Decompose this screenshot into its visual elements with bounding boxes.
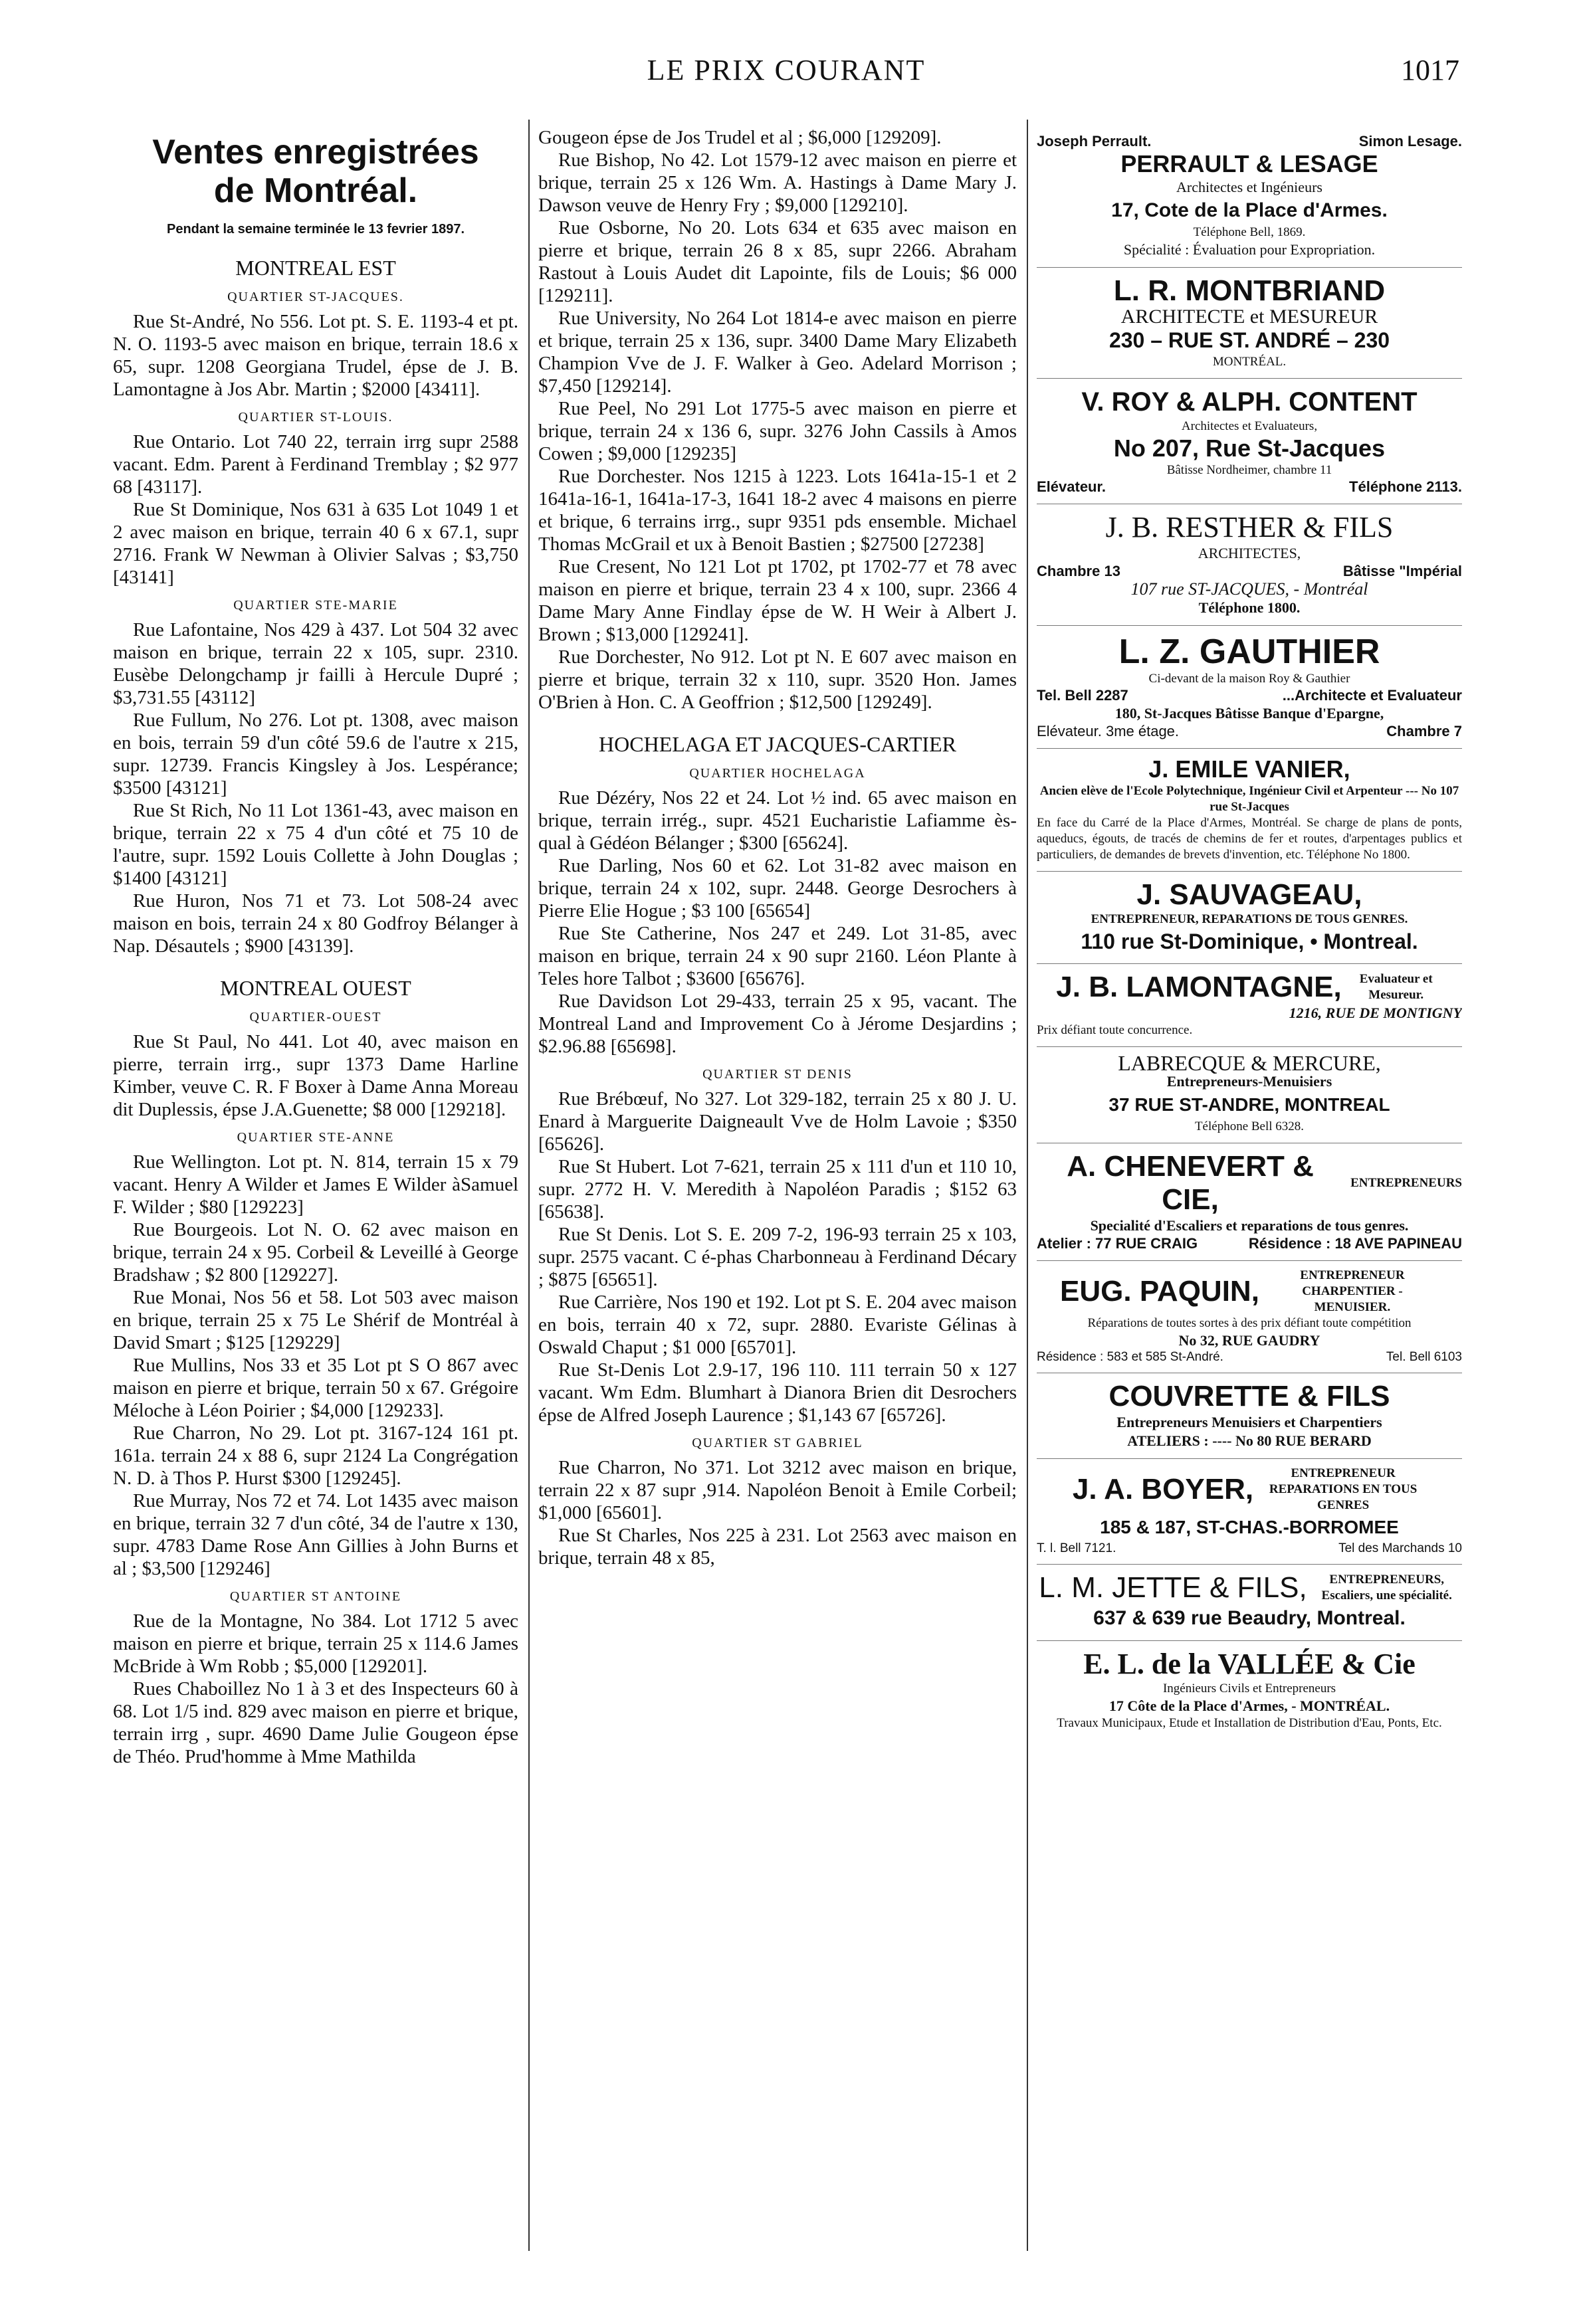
ad-detail: Elévateur. bbox=[1037, 478, 1106, 495]
ad-tag: ENTREPRENEURS bbox=[1350, 1176, 1462, 1190]
column-rule bbox=[528, 120, 530, 2251]
sale-entry: Rue St Charles, Nos 225 à 231. Lot 2563 avec maison en brique, terrain 48 x 85, bbox=[538, 1525, 1017, 1569]
ad-firm-name: J. A. BOYER, bbox=[1072, 1473, 1254, 1505]
sale-entry: Rue Osborne, No 20. Lots 634 et 635 avec maison en pierre et brique, terrain 26 8 x 85, supr 2266. Abraham Rastout à Louis Audet dit Lapointe, fils de Louis; $6 000 [129211]. bbox=[538, 217, 1017, 306]
ad-gauthier bbox=[1037, 626, 1462, 749]
sale-entry: Rue Ste Catherine, Nos 247 et 249. Lot 31-85, avec maison en brique, terrain 24 x 90 supr 2160. Léon Plante à Teles hore Talbot ; $3600 [65676]. bbox=[538, 923, 1017, 989]
page-header bbox=[113, 53, 1459, 93]
ad-line: Entrepreneurs-Menuisiers bbox=[1166, 1073, 1332, 1090]
ad-montbriand bbox=[1037, 268, 1462, 379]
sale-entry: Rue Cresent, No 121 Lot pt 1702, pt 1702-77 et 78 avec maison en pierre et brique, terrain 23 4 x 100, supr. 2366 4 Dame Mary Anne Findlay épse de W. H Weir à Albert J. Brown ; $13,000 [129241]. bbox=[538, 556, 1017, 645]
ad-detail: Chambre 13 bbox=[1037, 563, 1120, 579]
journal-title: LE PRIX COURANT bbox=[647, 54, 926, 86]
section-subtitle: Pendant la semaine terminée le 13 fevrier 1897. bbox=[166, 222, 465, 237]
ad-address: 1216, RUE DE MONTIGNY bbox=[1289, 1005, 1462, 1021]
ad-address: 110 rue St-Dominique, • Montreal. bbox=[1081, 929, 1418, 953]
sale-entry: Rue Fullum, No 276. Lot pt. 1308, avec maison en bois, terrain 59 d'un côté 59.6 de l'autre x 215, supr. 12739. Francis Kingsley à Jos. Lespérance; $3500 [43121] bbox=[113, 710, 518, 799]
ad-paquin bbox=[1037, 1261, 1462, 1373]
ad-phone: Téléphone 2113. bbox=[1349, 478, 1462, 495]
quartier-heading: QUARTIER ST GABRIEL bbox=[692, 1436, 863, 1450]
ad-line: Ancien elève de l'Ecole Polytechnique, Ingénieur Civil et Arpenteur --- No 107 rue St-Jacques bbox=[1039, 784, 1459, 814]
sale-entry: Rue Darling, Nos 60 et 62. Lot 31-82 avec maison en brique, terrain 24 x 102, supr. 2448. George Desrochers à Pierre Elie Hogue ; $3 100 [65654] bbox=[538, 855, 1017, 921]
ad-line: Ci-devant de la maison Roy & Gauthier bbox=[1148, 672, 1350, 686]
ad-line: MONTRÉAL. bbox=[1212, 355, 1287, 369]
sale-entry: Rue Davidson Lot 29-433, terrain 25 x 95, vacant. The Montreal Land and Improvement Co à Jérome Desjardins ; $2.96.88 [65698]. bbox=[538, 991, 1017, 1057]
ad-detail: Résidence : 583 et 585 St-André. bbox=[1037, 1350, 1223, 1364]
ad-line: Spécialité : Évaluation pour Expropriation. bbox=[1123, 241, 1376, 258]
column-rule bbox=[1027, 120, 1028, 2251]
ad-firm-name: EUG. PAQUIN, bbox=[1060, 1275, 1259, 1307]
ad-resther bbox=[1037, 504, 1462, 626]
ad-line: Specialité d'Escaliers et reparations de tous genres. bbox=[1090, 1217, 1409, 1234]
sale-entry: Rue Bourgeois. Lot N. O. 62 avec maison en brique, terrain 24 x 95. Corbeil & Leveillé à George Bradshaw ; $2 800 [129227]. bbox=[113, 1219, 518, 1286]
ad-address: 37 RUE ST-ANDRE, MONTREAL bbox=[1108, 1094, 1390, 1115]
ad-firm-name: A. CHENEVERT & CIE, bbox=[1067, 1150, 1314, 1216]
ad-roy-content bbox=[1037, 379, 1462, 504]
section-title-line: Ventes enregistrées bbox=[152, 133, 479, 171]
ad-tag: ENTREPRENEURS, Escaliers, une spécialité. bbox=[1321, 1573, 1452, 1602]
ad-address: 230 – RUE ST. ANDRÉ – 230 bbox=[1108, 328, 1390, 352]
page-number: 1017 bbox=[1401, 54, 1459, 86]
sale-entry: Rue Ontario. Lot 740 22, terrain irrg supr 2588 vacant. Edm. Parent à Ferdinand Tremblay ; $2 977 68 [43117]. bbox=[113, 431, 518, 498]
ad-detail: Elévateur. 3me étage. bbox=[1037, 723, 1180, 739]
ad-line: ARCHITECTES, bbox=[1198, 545, 1301, 561]
ad-line: ARCHITECTE et MESUREUR bbox=[1120, 306, 1378, 328]
quartier-heading: QUARTIER-OUEST bbox=[249, 1010, 382, 1024]
ad-firm-name: J. EMILE VANIER, bbox=[1148, 755, 1350, 783]
ad-address: 180, St-Jacques Bâtisse Banque d'Epargne, bbox=[1114, 705, 1384, 722]
ad-perrault-lesage bbox=[1037, 126, 1462, 268]
sale-entry: Gougeon épse de Jos Trudel et al ; $6,000 [129209]. bbox=[538, 127, 942, 148]
sale-entry: Rue Dorchester, No 912. Lot pt N. E 607 avec maison en pierre et brique, terrain 32 x 110, supr. 3520 Hon. James O'Brien à Hon. C. A Geoffrion ; $12,500 [129249]. bbox=[538, 646, 1017, 713]
ad-firm-name: L. M. JETTE & FILS, bbox=[1039, 1571, 1307, 1604]
ad-partner-name: Joseph Perrault. bbox=[1037, 133, 1152, 149]
sale-entry: Rue St Dominique, Nos 631 à 635 Lot 1049 1 et 2 avec maison en brique, terrain 40 6 x 67.1, supr 2716. Frank W Newman à Olivier Salvas ; $3,750 [43141] bbox=[113, 499, 518, 588]
ad-phone: Tel. Bell 2287 bbox=[1037, 687, 1128, 704]
ad-chenevert bbox=[1037, 1143, 1462, 1261]
ad-firm-name: L. Z. GAUTHIER bbox=[1118, 632, 1380, 671]
ad-boyer bbox=[1037, 1459, 1462, 1565]
ad-address: 185 & 187, ST-CHAS.-BORROMEE bbox=[1100, 1517, 1399, 1537]
sale-entry: Rue St Paul, No 441. Lot 40, avec maison en pierre, terrain irrg., supr 1373 Dame Harline Kimber, veuve C. R. F Boxer à Dame Anna Moreau dit Duplessis, épse J.A.Guenette; $8 000 [129218]. bbox=[113, 1031, 518, 1120]
sale-entry: Rue Monai, Nos 56 et 58. Lot 503 avec maison en brique, terrain 25 x 75 Le Shérif de Montréal à David Smart ; $125 [129229] bbox=[113, 1287, 518, 1353]
ad-tag: ENTREPRENEUR CHARPENTIER - MENUISIER. bbox=[1300, 1268, 1405, 1314]
sale-entry: Rue Carrière, Nos 190 et 192. Lot pt S. E. 204 avec maison en bois, terrain 40 x 72, supr. 2880. Evariste Gélinas à Oswald Chaput ; $1 000 [65701]. bbox=[538, 1292, 1017, 1358]
sale-entry: Rue Brébœuf, No 327. Lot 329-182, terrain 25 x 80 J. U. Enard à Marguerite Daigneault Vve de Holm Lavoie ; $350 [65626]. bbox=[538, 1088, 1017, 1155]
ad-line: Bâtisse Nordheimer, chambre 11 bbox=[1166, 463, 1332, 477]
ad-address: 637 & 639 rue Beaudry, Montreal. bbox=[1093, 1607, 1406, 1629]
quartier-heading: QUARTIER ST DENIS bbox=[702, 1067, 853, 1082]
ad-address: 17 Côte de la Place d'Armes, - MONTRÉAL. bbox=[1108, 1697, 1390, 1714]
quartier-heading: QUARTIER STE-ANNE bbox=[237, 1130, 395, 1145]
column-1 bbox=[113, 126, 518, 2244]
ad-firm-name: E. L. de la VALLÉE & Cie bbox=[1083, 1648, 1416, 1680]
ad-tag: Evaluateur et Mesureur. bbox=[1359, 972, 1433, 1002]
quartier-heading: QUARTIER ST-LOUIS. bbox=[238, 410, 393, 425]
sale-entry: Rue de la Montagne, No 384. Lot 1712 5 avec maison en pierre et brique, terrain 25 x 114.6 James McBride à Wm Robb ; $5,000 [129201]. bbox=[113, 1610, 518, 1677]
sale-entry: Rue Peel, No 291 Lot 1775-5 avec maison en pierre et brique, terrain 24 x 136 6, supr. 3276 John Cassils à Amos Cowen ; $9,000 [129235] bbox=[538, 398, 1017, 464]
ad-line: En face du Carré de la Place d'Armes, Montréal. Se charge de plans de ponts, aqueducs, égouts, de tracés de chemins de fer et routes, d'arpentages publics et particuliers, de demandes de brevets d'invention, etc. Téléphone No 1800. bbox=[1037, 816, 1462, 862]
sale-entry: Rue Huron, Nos 71 et 73. Lot 508-24 avec maison en bois, terrain 24 x 80 Godfroy Bélanger à Nap. Désautels ; $900 [43139]. bbox=[113, 890, 518, 957]
district-heading: MONTREAL OUEST bbox=[220, 976, 411, 1000]
ad-line: Réparations de toutes sortes à des prix défiant toute compétition bbox=[1087, 1316, 1412, 1330]
sale-entry: Rue Charron, No 29. Lot pt. 3167-124 161 pt. 161a. terrain 24 x 88 6, supr 2124 La Congrégation N. D. à Thos P. Hurst $300 [129245]. bbox=[113, 1422, 518, 1489]
sale-entry: Rue Wellington. Lot pt. N. 814, terrain 15 x 79 vacant. Henry A Wilder et James E Wilder àSamuel F. Wilder ; $80 [129223] bbox=[113, 1151, 518, 1218]
ad-lamontagne bbox=[1037, 964, 1462, 1047]
ad-line: Téléphone Bell 6328. bbox=[1194, 1119, 1305, 1133]
ad-firm-name: J. B. RESTHER & FILS bbox=[1105, 511, 1394, 543]
ad-firm-name: V. ROY & ALPH. CONTENT bbox=[1081, 387, 1418, 417]
ad-de-la-vallee bbox=[1037, 1641, 1462, 1739]
ad-line: Entrepreneurs Menuisiers et Charpentiers bbox=[1116, 1414, 1382, 1430]
ad-address: 17, Cote de la Place d'Armes. bbox=[1111, 199, 1388, 221]
quartier-heading: QUARTIER HOCHELAGA bbox=[689, 766, 866, 781]
district-heading: HOCHELAGA ET JACQUES-CARTIER bbox=[599, 732, 956, 756]
section-title-line: de Montréal. bbox=[213, 171, 418, 210]
ad-labrecque-mercure bbox=[1037, 1047, 1462, 1143]
ad-vanier bbox=[1037, 749, 1462, 872]
quartier-heading: QUARTIER ST-JACQUES. bbox=[227, 290, 404, 304]
ad-detail: ...Architecte et Evaluateur bbox=[1282, 687, 1462, 704]
sale-entry: Rue Dézéry, Nos 22 et 24. Lot ½ ind. 65 avec maison en brique, terrain irrég., supr. 4521 Eucharistie Lafiamme ès-qual à Gédéon Bélanger ; $300 [65624]. bbox=[538, 787, 1017, 854]
ad-firm-name: COUVRETTE & FILS bbox=[1108, 1380, 1390, 1412]
ad-firm-name: LABRECQUE & MERCURE, bbox=[1118, 1051, 1381, 1075]
sale-entry: Rue St Hubert. Lot 7-621, terrain 25 x 111 d'un et 110 10, supr. 2772 H. V. Meredith à Napoléon Paradis ; $152 63 [65638]. bbox=[538, 1156, 1017, 1222]
ad-firm-name: PERRAULT & LESAGE bbox=[1120, 150, 1378, 177]
column-3-advertisements bbox=[1037, 126, 1462, 2244]
sale-entry: Rue Bishop, No 42. Lot 1579-12 avec maison en pierre et brique, terrain 25 x 126 Wm. A. Hastings à Dame Mary J. Dawson veuve de Henry Fry ; $9,000 [129210]. bbox=[538, 149, 1017, 216]
ad-address: 107 rue ST-JACQUES, - Montréal bbox=[1130, 579, 1368, 599]
section-title bbox=[113, 133, 518, 210]
ad-detail: Chambre 7 bbox=[1386, 723, 1462, 739]
sale-entry: Rue St Rich, No 11 Lot 1361-43, avec maison en brique, terrain 22 x 75 4 d'un côté et 75 10 de l'autre, supr. 1592 Louis Collette à John Douglas ; $1400 [43121] bbox=[113, 800, 518, 889]
sale-entry: Rue Mullins, Nos 33 et 35 Lot pt S O 867 avec maison en pierre et brique, terrain 50 x 67. Grégoire Méloche à Léon Poirier ; $4,000 [129233]. bbox=[113, 1355, 518, 1421]
ad-line: Téléphone Bell, 1869. bbox=[1193, 225, 1306, 239]
sale-entry: Rue University, No 264 Lot 1814-e avec maison en pierre et brique, terrain 25 x 136, supr. 3400 Dame Mary Elizabeth Champion Vve de J. F. Walker à Geo. Adelard Morrison ; $7,450 [129214]. bbox=[538, 308, 1017, 397]
district-heading: MONTREAL EST bbox=[235, 256, 396, 280]
ad-firm-name: J. B. LAMONTAGNE, bbox=[1056, 971, 1342, 1003]
ad-sauvageau bbox=[1037, 872, 1462, 964]
sale-entry: Rues Chaboillez No 1 à 3 et des Inspecteurs 60 à 68. Lot 1/5 ind. 829 avec maison en pierre et brique, terrain irrg , supr. 4690 Dame Julie Gougeon épse de Théo. Prud'homme à Mme Mathilda bbox=[113, 1678, 518, 1767]
quartier-heading: QUARTIER ST ANTOINE bbox=[229, 1589, 402, 1604]
ad-phone: Téléphone 1800. bbox=[1198, 599, 1301, 616]
column-2 bbox=[538, 126, 1017, 2244]
sale-entry: Rue Lafontaine, Nos 429 à 437. Lot 504 32 avec maison en brique, terrain 22 x 105, supr. 2310. Eusèbe Delongchamp jr failli à Hercule Dupré ; $3,731.55 [43112] bbox=[113, 619, 518, 708]
sale-entry: Rue St Denis. Lot S. E. 209 7-2, 196-93 terrain 25 x 103, supr. 2575 vacant. C é-phas Charbonneau à Ferdinand Décary ; $875 [65651]. bbox=[538, 1224, 1017, 1290]
ad-address: No 32, RUE GAUDRY bbox=[1178, 1332, 1320, 1349]
quartier-heading: QUARTIER STE-MARIE bbox=[233, 598, 398, 613]
ad-couvrette bbox=[1037, 1373, 1462, 1459]
sale-entry: Rue Murray, Nos 72 et 74. Lot 1435 avec maison en brique, terrain 32 7 d'un côté, 34 de l'autre x 130, supr. 4783 Dame Rose Ann Gillies à John Burns et al ; $3,500 [129246] bbox=[113, 1490, 518, 1579]
ad-line: Ingénieurs Civils et Entrepreneurs bbox=[1162, 1682, 1336, 1695]
ad-firm-name: J. SAUVAGEAU, bbox=[1136, 878, 1362, 911]
ad-line: Prix défiant toute concurrence. bbox=[1037, 1023, 1193, 1037]
ad-phone: Tel. Bell 6103 bbox=[1386, 1350, 1462, 1364]
ad-address: Atelier : 77 RUE CRAIG bbox=[1037, 1235, 1198, 1252]
ad-address: Résidence : 18 AVE PAPINEAU bbox=[1248, 1235, 1462, 1252]
sale-entry: Rue Charron, No 371. Lot 3212 avec maison en brique, terrain 22 x 87 supr ,914. Napoléon Benoit à Emile Corbeil; $1,000 [65601]. bbox=[538, 1457, 1017, 1523]
ad-address: No 207, Rue St-Jacques bbox=[1113, 435, 1386, 462]
ad-detail: Bâtisse "Impérial bbox=[1342, 563, 1462, 579]
ad-firm-name: L. R. MONTBRIAND bbox=[1113, 274, 1386, 307]
sale-entry: Rue St-Denis Lot 2.9-17, 196 110. 111 terrain 50 x 127 vacant. Wm Edm. Blumhart à Dianora Brien dit Desrochers épse de Alfred Joseph Laurence ; $1,143 67 [65726]. bbox=[538, 1359, 1017, 1426]
ad-jette bbox=[1037, 1565, 1462, 1641]
ad-phone: Tel des Marchands 10 bbox=[1338, 1541, 1462, 1555]
ad-phone: T. l. Bell 7121. bbox=[1037, 1541, 1116, 1555]
sale-entry: Rue Dorchester. Nos 1215 à 1223. Lots 1641a-15-1 et 2 1641a-16-1, 1641a-17-3, 1641 18-2 avec 4 maisons en pierre et brique, 6 terrains irrg., supr 9351 pds ensemble. Michael Thomas McGrail et ux à Benoit Bastien ; $27500 [27238] bbox=[538, 466, 1017, 555]
sale-entry: Rue St-André, No 556. Lot pt. S. E. 1193-4 et pt. N. O. 1193-5 avec maison en brique, terrain 18.6 x 65, supr. 1208 Georgiana Trudel, épse de J. B. Lamontagne à Jos Abr. Martin ; $2000 [43411]. bbox=[113, 311, 518, 400]
ad-line: Architectes et Evaluateurs, bbox=[1181, 419, 1318, 433]
ad-tag: ENTREPRENEUR REPARATIONS EN TOUS GENRES bbox=[1269, 1466, 1418, 1512]
ad-address: ATELIERS : ---- No 80 RUE BERARD bbox=[1127, 1432, 1372, 1449]
ad-line: Architectes et Ingénieurs bbox=[1176, 179, 1322, 195]
ad-line: Travaux Municipaux, Etude et Installation de Distribution d'Eau, Ponts, Etc. bbox=[1057, 1716, 1442, 1730]
ad-partner-name: Simon Lesage. bbox=[1358, 133, 1462, 149]
ad-line: ENTREPRENEUR, REPARATIONS DE TOUS GENRES. bbox=[1091, 912, 1408, 926]
